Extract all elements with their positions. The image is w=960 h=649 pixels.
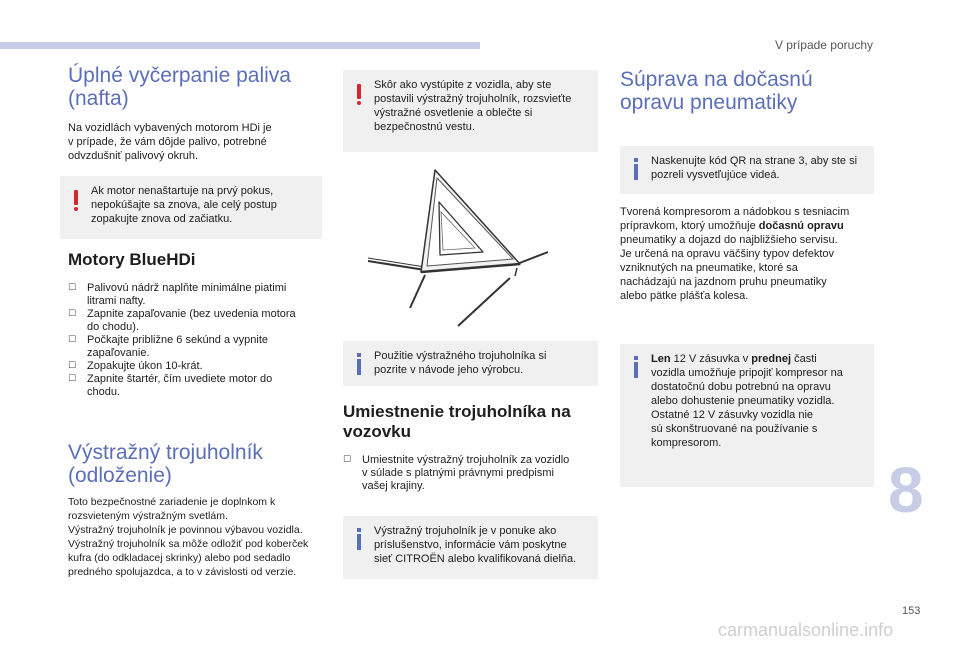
heading-warning-triangle: Výstražný trojuholník (odloženie) xyxy=(68,441,263,487)
repair-kit-description xyxy=(620,205,882,303)
list-item: ☐ Palivovú nádrž naplňte minimálne piatimi litrami nafty. xyxy=(68,282,323,308)
info-box-manufacturer xyxy=(343,341,598,386)
heading-repair-kit: Súprava na dočasnú opravu pneumatiky xyxy=(620,68,813,114)
info-text: Naskenujte kód QR na strane 3, aby ste si pozreli vysvetľujúce videá. xyxy=(651,155,858,181)
info-box-accessory xyxy=(343,516,598,579)
heading-bluehdi: Motory BlueHDi xyxy=(68,250,196,269)
text-bold: Len xyxy=(651,353,671,365)
placement-steps xyxy=(343,454,603,493)
page-number: 153 xyxy=(902,605,921,617)
list-item: ☐ Počkajte približne 6 sekúnd a vypnite zapaľovanie. xyxy=(68,334,323,360)
bluehdi-steps xyxy=(68,282,323,399)
warning-box-vest xyxy=(343,70,598,152)
list-item: ☐ Zapnite zapaľovanie (bez uvedenia motora do chodu). xyxy=(68,308,323,334)
list-item: ☐ Zopakujte úkon 10-krát. xyxy=(68,360,323,373)
info-icon xyxy=(354,528,364,550)
fuel-intro-text: Na vozidlách vybavených motorom HDi je v prípade, že vám dôjde palivo, potrebné odvzdušniť palivový okruh. xyxy=(68,122,272,162)
warning-icon xyxy=(72,190,80,212)
info-icon xyxy=(631,158,641,180)
chapter-number: 8 xyxy=(888,454,924,526)
info-icon xyxy=(354,353,364,375)
triangle-storage-section xyxy=(68,441,330,579)
text-span: časti vozidla umožňuje pripojiť kompresor na dostatočnú dobu potrebnú na opravu alebo dohustenie pneumatiky vozidla. Ostatné 12 V zásuvky vozidla nie sú skonštruované na používanie s kompresorom. xyxy=(651,353,843,449)
header-bar xyxy=(0,42,480,49)
text-span: 12 V zásuvka v xyxy=(670,353,752,365)
info-text: Výstražný trojuholník je v ponuke ako príslušenstvo, informácie vám poskytne sieť CITROËN alebo kvalifikovaná dielňa. xyxy=(374,525,577,565)
info-text xyxy=(651,352,864,450)
heading-triangle-placement: Umiestnenie trojuholníka na vozovku xyxy=(343,402,571,441)
warning-triangle-illustration xyxy=(365,160,555,330)
warning-text: Ak motor nenaštartuje na prvý pokus, nepokúšajte sa znova, ale celý postup zopakujte znova od začiatku. xyxy=(91,185,277,225)
list-item: ☐ Zapnite štartér, čím uvediete motor do chodu. xyxy=(68,373,323,399)
heading-fuel-exhaustion: Úplné vyčerpanie paliva (nafta) xyxy=(68,64,291,110)
triangle-placement-section xyxy=(343,402,603,493)
info-text: Použitie výstražného trojuholníka si pozrite v návode jeho výrobcu. xyxy=(374,350,547,376)
text-bold: dočasnú opravu xyxy=(758,220,844,232)
info-box-qr xyxy=(620,146,874,194)
list-item: ☐ Umiestnite výstražný trojuholník za vozidlo v súlade s platnými právnymi predpismi vašej krajiny. xyxy=(343,454,603,493)
text-bold: prednej xyxy=(751,353,792,365)
text-span: Tvorená kompresorom a nádobkou s tesniacim prípravkom, ktorý umožňuje xyxy=(620,206,850,232)
warning-icon xyxy=(355,84,363,106)
text-span: pneumatiky a dojazd do najbližšieho servisu. Je určená na opravu väčšiny typov defektov vzniknutých na pneumatike, ktoré sa nachádzajú na jazdnom pruhu pneumatiky alebo pätke plášťa kolesa. xyxy=(620,234,838,302)
bluehdi-section xyxy=(68,250,323,399)
repair-kit-section xyxy=(620,68,875,114)
column-1 xyxy=(68,64,323,163)
warning-box-restart xyxy=(60,176,322,239)
section-title: V prípade poruchy xyxy=(774,38,873,52)
info-box-socket xyxy=(620,344,874,487)
watermark: carmanualsonline.info xyxy=(718,620,894,640)
info-icon xyxy=(631,356,641,378)
triangle-storage-text: Toto bezpečnostné zariadenie je doplnkom k rozsvieteným výstražným svetlám. Výstražný trojuholník je povinnou výbavou vozidla. Výstražný trojuholník sa môže odložiť pod koberček kufra (do odkladacej skrinky) alebo pod sedadlo predného spolujazdca, a to v závislosti od verzie. xyxy=(68,496,309,578)
warning-text: Skôr ako vystúpite z vozidla, aby ste postavili výstražný trojuholník, rozsvieťte výstražné osvetlenie a oblečte si bezpečnostnú vestu. xyxy=(374,79,572,133)
